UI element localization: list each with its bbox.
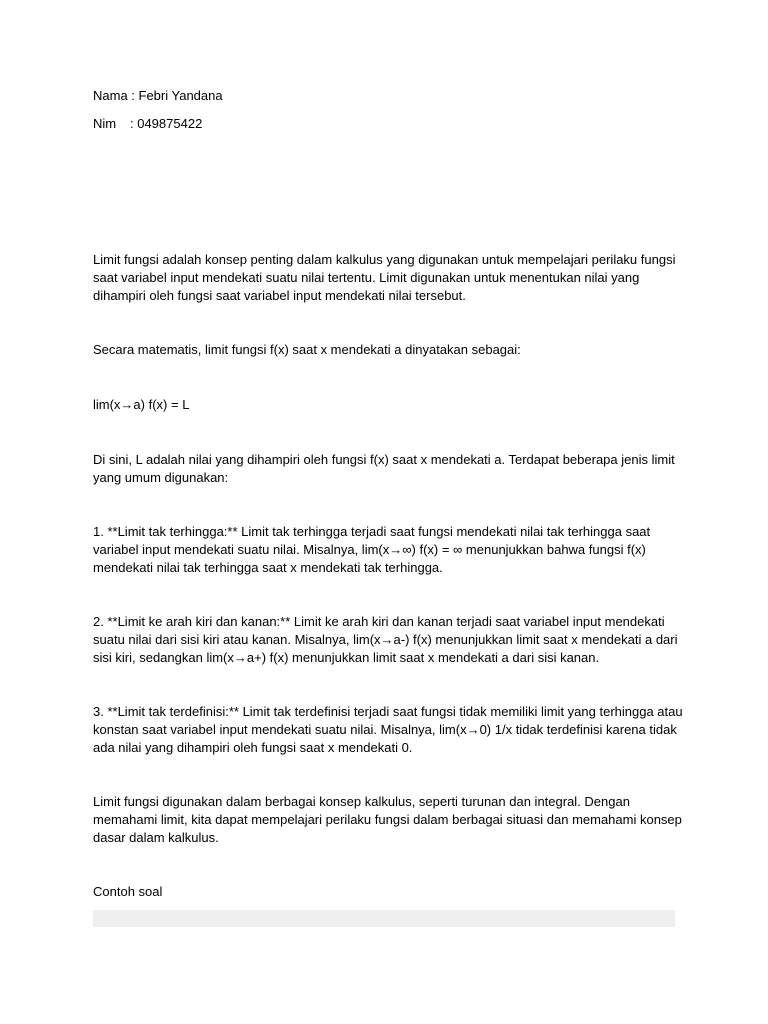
conclusion-paragraph: Limit fungsi digunakan dalam berbagai konsep kalkulus, seperti turunan dan integral. Dengan memahami limit, kita dapat mempelajari perilaku fungsi dalam berbagai situasi dan memahami konsep dasar dalam kalkulus.: [93, 794, 682, 845]
explanation-paragraph: Di sini, L adalah nilai yang dihampiri oleh fungsi f(x) saat x mendekati a. Terdapat beberapa jenis limit yang umum digunakan:: [93, 452, 675, 485]
intro-paragraph: Limit fungsi adalah konsep penting dalam kalkulus yang digunakan untuk mempelajari perilaku fungsi saat variabel input mendekati suatu nilai tertentu. Limit digunakan untuk menentukan nilai yang dihampiri oleh fungsi saat variabel input mendekati nilai tersebut.: [93, 252, 676, 303]
example-content-box: [93, 910, 675, 927]
list-item-undefined-limit: 3. **Limit tak terdefinisi:** Limit tak terdefinisi terjadi saat fungsi tidak memiliki limit yang terhingga atau konstan saat variabel input mendekati suatu nilai. Misalnya, lim(x→0) 1/x tidak terdefinisi karena tidak ada nilai yang dihampiri oleh fungsi saat x mendekati 0.: [93, 704, 683, 755]
name-line: Nama : Febri Yandana: [93, 88, 223, 103]
nim-label: Nim: [93, 116, 117, 131]
nim-value: : 049875422: [130, 116, 203, 131]
math-intro-paragraph: Secara matematis, limit fungsi f(x) saat x mendekati a dinyatakan sebagai:: [93, 342, 521, 357]
formula-line: lim(x→a) f(x) = L: [93, 397, 190, 412]
example-heading: Contoh soal: [93, 884, 163, 899]
list-item-one-sided-limit: 2. **Limit ke arah kiri dan kanan:** Limit ke arah kiri dan kanan terjadi saat variabel input mendekati suatu nilai dari sisi kiri atau kanan. Misalnya, lim(x→a-) f(x) menunjukkan limit saat x mendekati a dari sisi kiri, sedangkan lim(x→a+) f(x) menunjukkan limit saat x mendekati a dari sisi kanan.: [93, 614, 678, 665]
nim-line: [93, 115, 202, 133]
list-item-infinite-limit: 1. **Limit tak terhingga:** Limit tak terhingga terjadi saat fungsi mendekati nilai tak terhingga saat variabel input mendekati suatu nilai. Misalnya, lim(x→∞) f(x) = ∞ menunjukkan bahwa fungsi f(x) mendekati nilai tak terhingga saat x mendekati tak terhingga.: [93, 524, 651, 575]
